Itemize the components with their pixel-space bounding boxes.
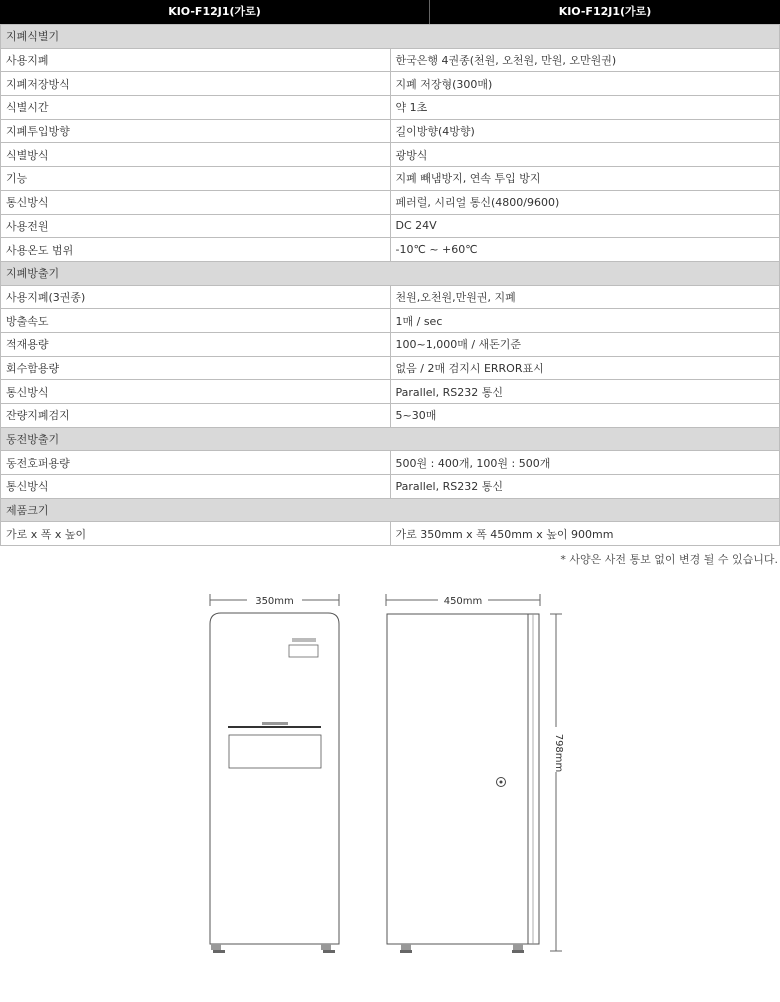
bill-acceptor-mark [292, 638, 316, 642]
spec-value: 광방식 [390, 143, 780, 167]
spec-value: 천원,오천원,만원권, 지폐 [390, 285, 780, 309]
header-model-col2: KIO-F12J1(가로) [558, 5, 652, 18]
spec-label: 사용지폐 [1, 48, 391, 72]
spec-label: 회수함용량 [1, 356, 391, 380]
spec-value: 길이방향(4방향) [390, 119, 780, 143]
front-width-dimension [210, 594, 339, 607]
spec-change-note: * 사양은 사전 통보 없이 변경 될 수 있습니다. [560, 553, 778, 566]
spec-label: 통신방식 [1, 190, 391, 214]
spec-label: 가로 x 폭 x 높이 [1, 522, 391, 546]
spec-value: 지폐 빼냄방지, 연속 투입 방지 [390, 167, 780, 191]
spec-value: 약 1초 [390, 96, 780, 120]
spec-label: 지폐투입방향 [1, 119, 391, 143]
spec-value: Parallel, RS232 통신 [390, 475, 780, 499]
dispenser-window [229, 735, 321, 768]
side-width-label: 450mm [443, 596, 483, 607]
side-foot-right [513, 944, 523, 950]
spec-label: 사용전원 [1, 214, 391, 238]
spec-label: 사용지폐(3권종) [1, 285, 391, 309]
spec-value: 페러럴, 시리얼 통신(4800/9600) [390, 190, 780, 214]
spec-label: 사용온도 범위 [1, 238, 391, 262]
spec-label: 식별시간 [1, 96, 391, 120]
section-title: 동전방출기 [1, 427, 780, 451]
spec-label: 적재용량 [1, 332, 391, 356]
dispenser-mark [262, 722, 288, 725]
section-title: 지폐식별기 [1, 25, 780, 49]
height-dimension [550, 614, 564, 951]
front-foot-left [211, 944, 221, 950]
height-label: 798mm [553, 733, 564, 773]
spec-label: 식별방식 [1, 143, 391, 167]
spec-value: 지폐 저장형(300매) [390, 72, 780, 96]
front-view-cabinet [210, 613, 339, 953]
front-width-label: 350mm [255, 596, 294, 607]
spec-label: 지폐저장방식 [1, 72, 391, 96]
spec-value: 한국은행 4권종(천원, 오천원, 만원, 오만원권) [390, 48, 780, 72]
spec-value: 없음 / 2매 검지시 ERROR표시 [390, 356, 780, 380]
front-foot-right [321, 944, 331, 950]
spec-label: 기능 [1, 167, 391, 191]
spec-label: 통신방식 [1, 475, 391, 499]
spec-value: 500원 : 400개, 100원 : 500개 [390, 451, 780, 475]
spec-label: 잔량지폐검지 [1, 404, 391, 428]
spec-value: Parallel, RS232 통신 [390, 380, 780, 404]
spec-label: 동전호퍼용량 [1, 451, 391, 475]
bill-acceptor-slot [289, 645, 318, 657]
side-width-dimension [386, 594, 540, 607]
spec-value: 1매 / sec [390, 309, 780, 333]
spec-label: 통신방식 [1, 380, 391, 404]
side-foot-left [401, 944, 411, 950]
spec-label: 방출속도 [1, 309, 391, 333]
spec-value: 가로 350mm x 폭 450mm x 높이 900mm [390, 522, 780, 546]
spec-value: 5~30매 [390, 404, 780, 428]
spec-value: 100~1,000매 / 새돈기준 [390, 332, 780, 356]
spec-value: DC 24V [390, 214, 780, 238]
section-title: 지폐방출기 [1, 261, 780, 285]
spec-value: -10℃ ~ +60℃ [390, 238, 780, 262]
header-model-col1: KIO-F12J1(가로) [0, 0, 430, 24]
side-view-cabinet [387, 614, 539, 953]
section-title: 제품크기 [1, 498, 780, 522]
